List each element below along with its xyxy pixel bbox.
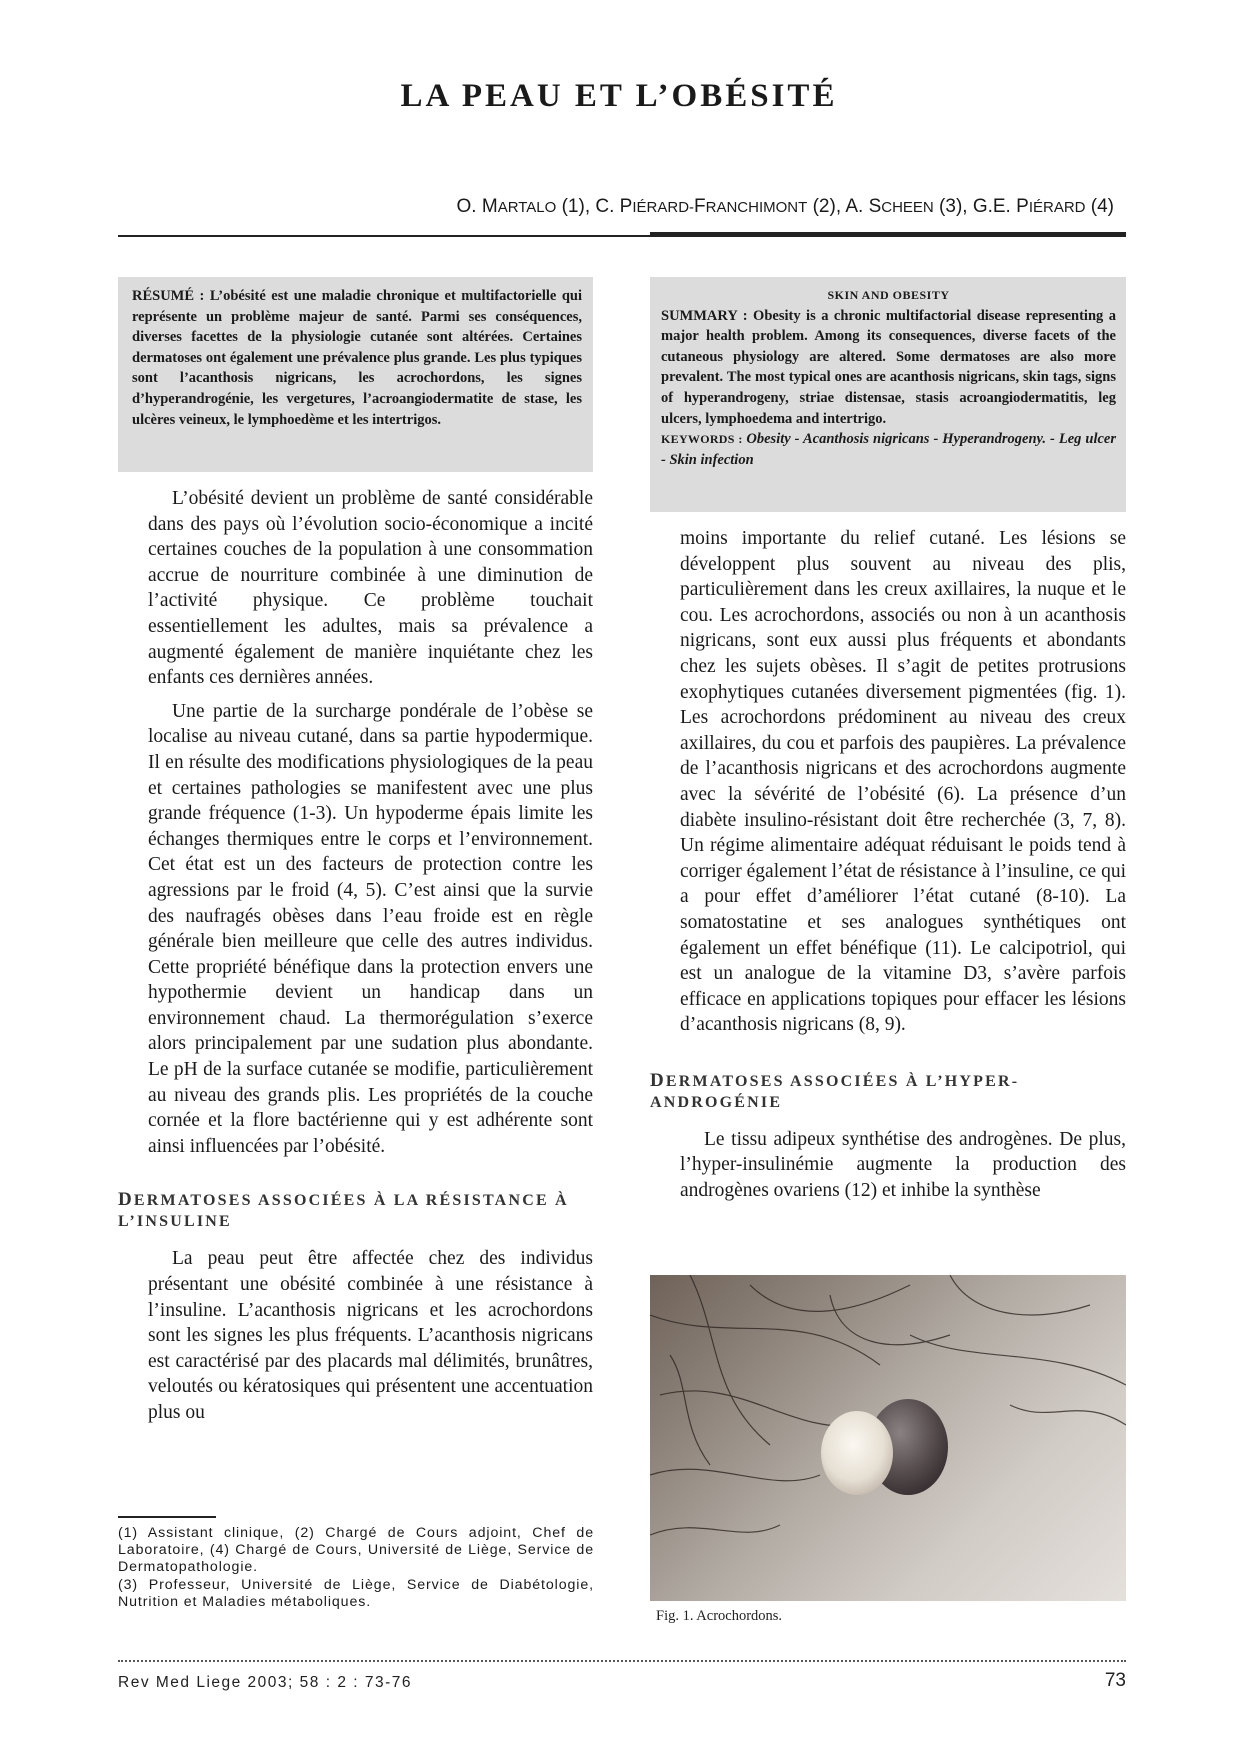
header-rule-thick [650, 232, 1126, 237]
right-column [650, 526, 1126, 1204]
author-line [457, 196, 1114, 218]
abstract-french [118, 277, 593, 472]
section-heading-hyperandrogenie: DERMATOSES ASSOCIÉES À L’HYPER-ANDROGÉNIE [650, 1069, 1020, 1111]
left-column [118, 486, 593, 1426]
abstract-french-text: RÉSUMÉ : L’obésité est une maladie chronique et multifactorielle qui représente un problème majeur de santé. Parmi ses conséquences, diverses facettes de la physiologie cutanée sont altérées. Certaines dermatoses ont également une prévalence plus grande. Les plus typiques sont l’acanthosis nigricans, les acrochordons, les signes d’hyperandrogénie, les vergetures, l’acroangiodermatite de stase, les ulcères veineux, le lymphoedème et les intertrigos. [132, 288, 582, 428]
footnote-1: (1) Assistant clinique, (2) Chargé de Cours adjoint, Chef de Laboratoire, (4) Chargé de Cours, Université de Liège, Service de Dermatopathologie. [118, 1525, 594, 1576]
photo-illustration [650, 1275, 1126, 1601]
section-heading-insulin: DERMATOSES ASSOCIÉES À LA RÉSISTANCE À L’INSULINE [118, 1189, 569, 1231]
abstract-english-heading: SKIN AND OBESITY [827, 288, 950, 302]
abstract-english [650, 277, 1126, 512]
keywords-label: KEYWORDS : [661, 432, 747, 447]
paragraph-acrochordons: moins importante du relief cutané. Les lésions se développent plus souvent au niveau des plis, particulièrement dans les creux axillaires, la nuque et le cou. Les acrochordons, associés ou non à un acanthosis nigricans, sont eux aussi plus fréquents et abondants chez les sujets obèses. Il s’agit de petites protrusions exophytiques cutanées diversement pigmentées (fig. 1). Les acrochordons prédominent au niveau des creux axillaires, du cou et parfois des paupières. La prévalence de l’acanthosis nigricans et des acrochordons augmente avec la sévérité de l’obésité (6). La présence d’un diabète insulino-résistant doit être recherchée (3, 7, 8). Un régime alimentaire adéquat réduisant le poids tend à corriger également l’état de résistance à l’insuline, ce qui a pour effet d’améliorer l’état cutané (8-10). La somatostatine et ses analogues synthétiques ont également un effet bénéfique (11). Le calcipotriol, qui est un analogue de la vitamine D3, s’avère parfois efficace en applications topiques pour effacer les lésions d’acanthosis nigricans (8, 9). [680, 528, 1126, 1036]
abstract-keywords [661, 429, 1116, 470]
article-title: LA PEAU ET L’OBÉSITÉ [400, 78, 838, 114]
author-4: G.E. PIÉRARD (4) [972, 196, 1114, 217]
author-1: O. MARTALO (1), [456, 196, 596, 217]
abstract-english-summary: SUMMARY : Obesity is a chronic multifactorial disease representing a major health problem. Among its consequences, diverse facets of the cutaneous physiology are altered. Some dermatoses are also more prevalent. The most typical ones are acanthosis nigricans, skin tags, signs of hyperandrogeny, striae distensae, stasis acroangiodermatitis, leg ulcers, lymphoedema and intertrigo. [661, 307, 1116, 427]
paragraph-intro: L’obésité devient un problème de santé considérable dans des pays où l’évolution socio-économique a incité certaines couches de la population à une consommation accrue de nourriture combinée à une diminution de l’activité physique. Ce problème touchait essentiellement les adultes, mais sa prévalence a augmenté également de manière inquiétante chez les enfants ces dernières années. [148, 488, 593, 689]
paragraph-androgens: Le tissu adipeux synthétise des androgènes. De plus, l’hyper-insulinémie augmente la production des androgènes ovariens (12) et inhibe la synthèse [680, 1128, 1126, 1202]
figure-acrochordons-photo [650, 1275, 1126, 1601]
footnote-rule [118, 1516, 216, 1518]
paragraph-insulin: La peau peut être affectée chez des individus présentant une obésité combinée à une résistance à l’insuline. L’acanthosis nigricans et les acrochordons sont les signes les plus fréquents. L’acanthosis nigricans est caractérisé par des placards mal délimités, brunâtres, veloutés ou kératosiques qui présentent une accentuation plus ou [148, 1248, 593, 1423]
page-number: 73 [1104, 1670, 1126, 1691]
paragraph-hypoderm: Une partie de la surcharge pondérale de l’obèse se localise au niveau cutané, dans sa partie hypodermique. Il en résulte des modifications physiologiques de la peau et certaines pathologies se manifestent avec une plus grande fréquence (1-3). Un hypoderme épais limite les échanges thermiques entre le corps et l’environnement. Cet état est un des facteurs de protection contre les agressions par le froid (4, 5). C’est ainsi que la survie des naufragés obèses dans l’eau froide est en règle générale bien meilleure que celle des autres individus. Cette propriété bénéfique dans la protection envers une hypothermie devient un handicap dans un environnement chaud. La thermorégulation s’exerce alors principalement par une sudation plus abondante. Le pH de la surface cutanée se modifie, particulièrement au niveau des grands plis. Les propriétés de la couche cornée et la flore bactérienne qui y est adhérente sont ainsi influencées par l’obésité. [148, 700, 593, 1157]
footnotes [118, 1525, 594, 1611]
header-rule-thin [118, 235, 650, 237]
keywords-text: Obesity - Acanthosis nigricans - Hyperandrogeny. - Leg ulcer - Skin infection [661, 431, 1117, 468]
footer-dotted-rule [118, 1660, 1126, 1662]
author-2: C. PIÉRARD-FRANCHIMONT (2), [595, 196, 846, 217]
figure-caption: Fig. 1. Acrochordons. [656, 1608, 783, 1624]
light-acrochordon [821, 1411, 893, 1495]
footnote-2: (3) Professeur, Université de Liège, Service de Diabétologie, Nutrition et Maladies métaboliques. [118, 1576, 594, 1610]
journal-citation: Rev Med Liege 2003; 58 : 2 : 73-76 [118, 1674, 412, 1691]
hair-strands [650, 1275, 1126, 1535]
author-3: A. SCHEEN (3), [845, 196, 973, 217]
